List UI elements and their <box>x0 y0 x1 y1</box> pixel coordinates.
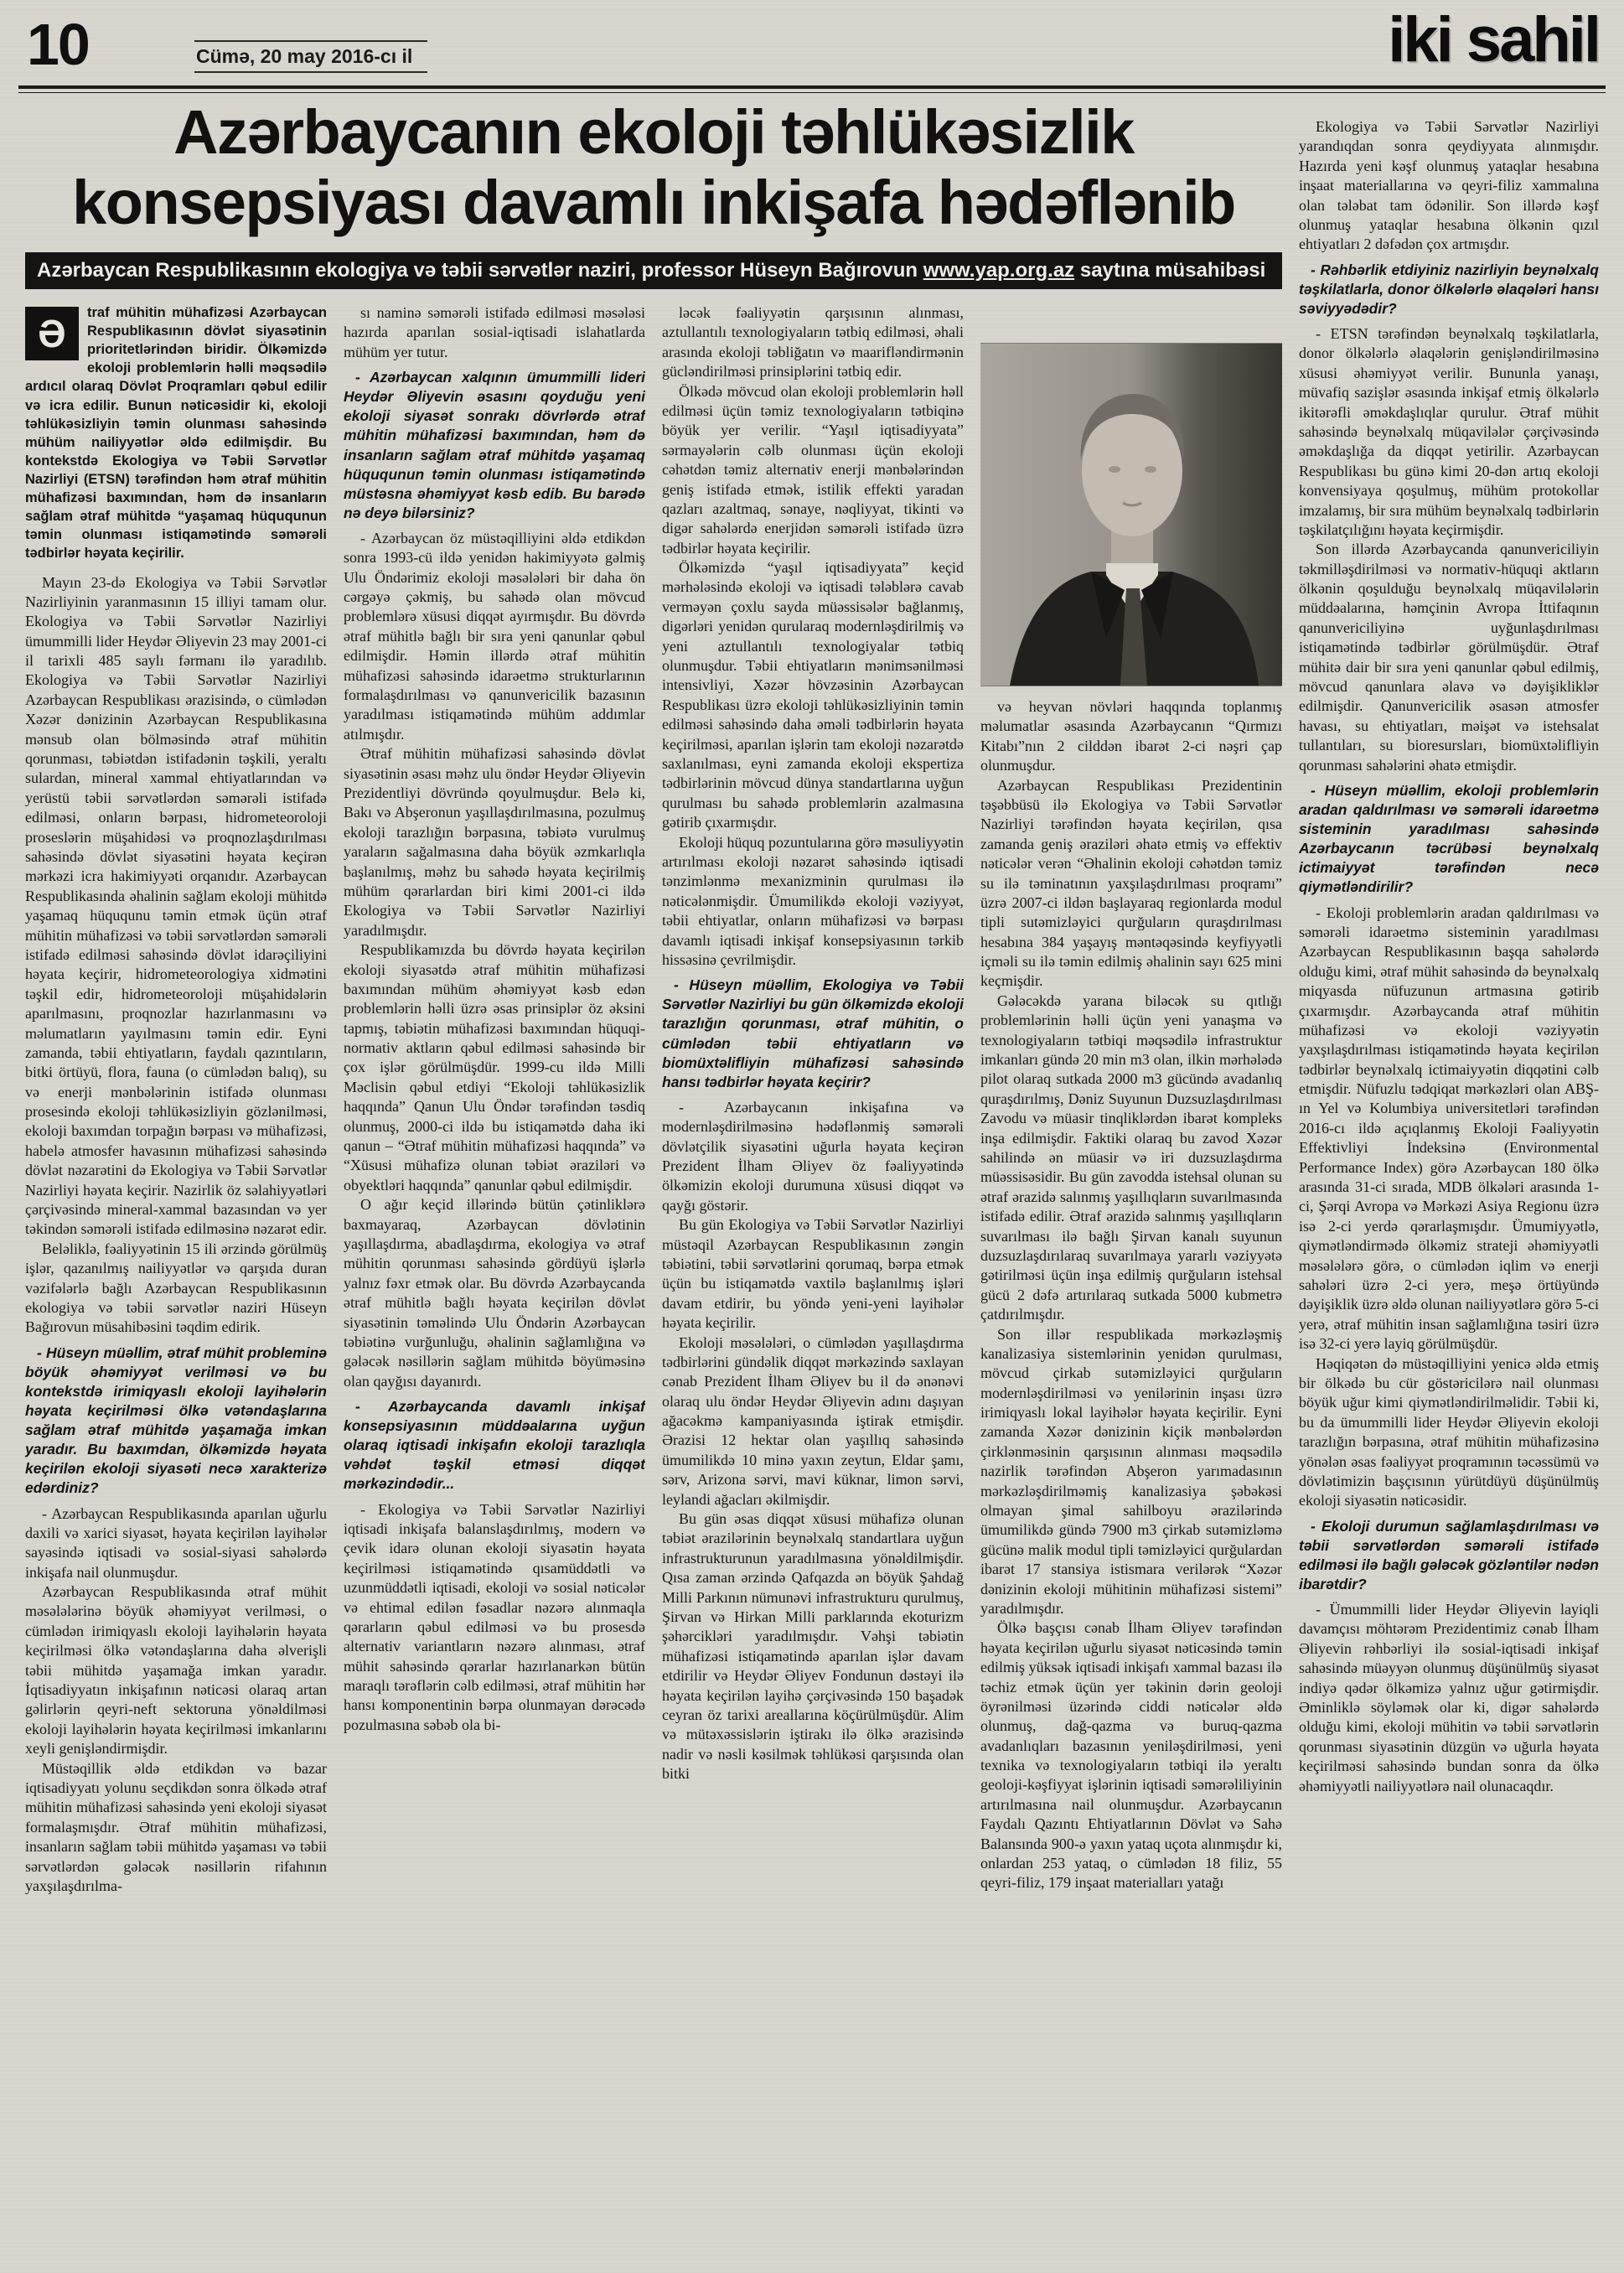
interview-question: - Hüseyn müəllim, Ekologiya və Təbii Sərvətlər Nazirliyi bu gün ölkəmizdə ekoloji tarazlığın qorunması, ətraf mühitin, o cümlədən təbii ehtiyatların və biomüxtəlifliyin mühafizəsi sahəsində hansı tədbirlər həyata keçirir? <box>662 976 964 1090</box>
subheadline-text: Azərbaycan Respublikasının ekologiya və təbii sərvətlər naziri, professor Hüseyn Bağırovun <box>37 259 923 282</box>
newspaper-masthead: iki sahil <box>1388 4 1599 75</box>
minister-portrait-photo <box>980 344 1282 686</box>
body-paragraph: Müstəqillik əldə etdikdən və bazar iqtisadiyyatı yolunu seçdikdən sonra ölkədə ətraf mühitin mühafizəsi sahəsində yeni ekoloji siyasət formalaşmışdır. Ətraf mühitin mühafizəsi, insanların sağlam təbii mühitdə yaşaması və təbii sərvətlərdən gələcək nəsillərin rifahının yaxşılaşdırılma- <box>25 1759 327 1894</box>
body-paragraph: Azərbaycan Respublikası Prezidentinin təşəbbüsü ilə Ekologiya və Təbii Sərvətlər Nazirliyi tərəfindən həyata keçirilən, qısa zamanda geniş əraziləri əhatə etmiş və effektiv nəticələr verən “Əhalinin ekoloji cəhətdən təmiz su ilə təminatının yaxşılaşdırılması proqramı” üzrə 2007-ci ildən başlayaraq regionlarda modul tipli sutəmizləyici qurğuların quraşdırılması hesabına 384 yaşayış məntəqəsində keyfiyyətli içməli su ilə təmin edilmiş əhalinin sayı 625 mini keçmişdir. <box>980 776 1282 990</box>
body-paragraph: - Azərbaycan öz müstəqilliyini əldə etdikdən sonra 1993-cü ildə yenidən hakimiyyətə gəlmiş Ulu Öndərimiz ekoloji məsələləri bir daha ön cərgəyə çəkmiş, bu sahədə olan mövcud problemlərə xüsusi diqqət ayırmışdır. Bu dövrdə ətraf mühitlə bağlı bir sıra yeni qanunlar qəbul edilmişdir. Həmin illərdə ətraf mühitin mühafizəsi sahəsində idarəetmə strukturlarının formalaşdırılması və qanunvericilik bazasının yaradılması istiqamətində mühüm addımlar atılmışdır. <box>344 529 645 743</box>
lead-paragraph <box>25 303 327 563</box>
interview-question: - Rəhbərlik etdiyiniz nazirliyin beynəlxalq təşkilatlarla, donor ölkələrlə əlaqələri hansı səviyyədədir? <box>1299 261 1599 317</box>
interview-question: - Ekoloji durumun sağlamlaşdırılması və təbii sərvətlərdən səmərəli istifadə edilməsi ilə bağlı gələcək gözləntilər nədən ibarətdir? <box>1299 1517 1599 1592</box>
body-paragraph: Ətraf mühitin mühafizəsi sahəsində dövlət siyasətinin əsası məhz ulu öndər Heydər Əliyevin Prezidentliyi dövründə qoyulmuşdur. Belə ki, Bakı və Abşeronun yaşıllaşdırılmasına, pozulmuş ekoloji tarazlığın bərpasına, təbiətə vurulmuş yaraların sağalmasına daha böyük əzmkarlıqla başlanılmış, məhz bu sahədə həyata keçirilmiş mühüm qərarlardan biri kimi 2001-ci ildə Ekologiya və Təbii Sərvətlər Nazirliyi yaradılmışdır. <box>344 745 645 939</box>
body-paragraph: Ekologiya və Təbii Sərvətlər Nazirliyi yarandıqdan sonra qeydiyyata alınmışdır. Hazırda yeni kəşf olunmuş yataqlar hesabına inşaat materiallarına və qeyri-filiz xammalına olan tələbat tam ödənilir. Son illərdə kəşf olunmuş yataqlar hesabına ölkənin qızıl ehtiyatları 2 dəfədən çox artmışdır. <box>1299 118 1599 253</box>
lead-text: traf mühitin mühafizəsi Azərbaycan Respublikasının dövlət siyasətinin prioritetlərindən biridir. Ölkəmizdə ekoloji problemlərin həlli məqsədilə ardıcıl olaraq Dövlət Proqramları qəbul edilir və icra edilir. Bunun nəticəsidir ki, ekoloji təhlükəsizliyin təmin olunması sahəsində mühüm nailiyyətlər əldə edilmişdir. Bu kontekstdə Ekologiya və Təbii Sərvətlər Nazirliyi (ETSN) tərəfindən həm ətraf mühitin mühafizəsi baxımından, həm də insanların sağlam ətraf mühitdə “yaşamaq hüququnun təmin olunması istiqamətində səmərəli tədbirlər həyata keçirilir. <box>25 305 327 562</box>
headline-line-1: Azərbaycanın ekoloji təhlükəsizlik <box>173 97 1134 167</box>
header-rule-thick <box>18 85 1606 89</box>
body-paragraph: Bu gün əsas diqqət xüsusi mühafizə olunan təbiət ərazilərinin beynəlxalq standartlara uyğun infrastrukturunun yaradılmasına yönəldilmişdir. Qısa zaman ərzində Qafqazda ən böyük Şahdağ Milli Parkının nümunəvi infrastrukturu qurulmuş, Şirvan və Hirkan Milli parklarında ekoturizm şəhərcikləri yaradılmışdır. Vəhşi təbiətin mühafizəsi istiqamətində aparılan işlər davam etdirilir və Heydər Əliyev Fondunun dəstəyi ilə həyata keçirilən layihə çərçivəsində 150 başadək ceyran öz tarixi areallarına köçürülmüşdür. Alim və mütəxəssislərin iştirakı ilə ölkə ərazisində nadir və nəsli kəsilmək təhlükəsi qarşısında olan bitki <box>662 1510 964 1783</box>
interview-question: - Hüseyn müəllim, ekoloji problemlərin aradan qaldırılması və səmərəli idarəetmə sisteminin yaradılması sahəsində Azərbaycanın təcrübəsi beynəlxalq ictimaiyyət tərəfindən necə qiymətləndirilir? <box>1299 782 1599 896</box>
body-paragraph: Ekoloji məsələləri, o cümlədən yaşıllaşdırma tədbirlərini gündəlik diqqət mərkəzində saxlayan cənab Prezident İlham Əliyev bu il də ənənəvi olaraq ulu öndər Heydər Əliyevin adını daşıyan ağacəkmə kampaniyasında iştirak etmişdir. Ərazisi 12 hektar olan yaşıllıq sahəsində ümumilikdə 10 minə yaxın zeytun, Eldar şamı, sərv, Arizona sərvi, mavi küknar, limon sərvi, leylandi ağacları əkilmişdir. <box>662 1333 964 1508</box>
body-paragraph: Bu gün Ekologiya və Təbii Sərvətlər Nazirliyi müstəqil Azərbaycan Respublikasının zəngin təbiətini, təbii sərvətlərini qorumaq, bərpa etmək üçün bu istiqamətdə vaxtilə başlanılmış işləri davam etdirir, bu yöndə yeni-yeni layihələr həyata keçirilir. <box>662 1216 964 1332</box>
interview-question: - Azərbaycanda davamlı inkişaf konsepsiyasının müddəalarına uyğun olaraq iqtisadi inkişafın ekoloji tarazlıqla vəhdət təşkil etməsi diqqət mərkəzindədir... <box>344 1398 645 1493</box>
body-paragraph: Azərbaycan Respublikasında ətraf mühit məsələlərinə böyük əhəmiyyət verilməsi, o cümlədən irimiqyaslı ekoloji layihələrin həyata keçirilməsi ölkə vətəndaşlarına daha əlverişli təbii mühitdə yaşamağa imkan yaradır. İqtisadiyyatın inkişafının nəticəsi olaraq artan gəlirlərin qeyri-neft sektoruna yönəldilməsi ekoloji layihələrin həyata keçirilməsi imkanlarını xeyli genişləndirmişdir. <box>25 1583 327 1758</box>
body-paragraph: sı naminə səmərəli istifadə edilməsi məsələsi hazırda aparılan sosial-iqtisadi islahatlarda mühüm yer tutur. <box>344 304 645 360</box>
body-paragraph: Ekoloji hüquq pozuntularına görə məsuliyyətin artırılması ekoloji nəzarət sahəsində iqtisadi tənzimlənmə mexanizminin qurulması ilə nəticələnmişdir. Ümumilikdə ekoloji vəziyyət, təbii ehtiyatlar, onların mühafizəsi və bərpası davamlı iqtisadi inkişaf konsepsiyasının tərkib hissəsinə çevrilmişdir. <box>662 833 964 968</box>
body-paragraph: ləcək fəaliyyətin qarşısının alınması, aztullantılı texnologiyaların tətbiq edilməsi, əhali arasında ekoloji təbliğatın və maarifləndirmənin gücləndirilməsi prinsiplərini tətbiq edir. <box>662 304 964 381</box>
dropcap-letter: Ə <box>25 307 79 360</box>
body-paragraph: - Azərbaycanın inkişafına və modernləşdirilməsinə hədəflənmiş səmərəli dövlətçilik siyasətini uğurla həyata keçirən Prezident İlham Əliyev öz fəaliyyətində ölkəmizin ekoloji durumuna xüsusi diqqət və qayğı göstərir. <box>662 1098 964 1214</box>
body-paragraph: - Ümummilli lider Heydər Əliyevin layiqli davamçısı möhtərəm Prezidentimiz cənab İlham Əliyevin rəhbərliyi ilə sosial-iqtisadi inkişaf sahəsində müəyyən olunmuş düşünülmüş siyasət indiyə qədər ölkəmizə yalnız uğur gətirmişdir. Əminliklə söyləmək olar ki, digər sahələrdə olduğu kimi, ekoloji mühitin və təbii sərvətlərin qorunması siyasətinin düzgün və uğurla həyata keçirilməsi sahəsində bundan sonra da ölkə əhəmiyyətli nailiyyətlərə nail olunacaqdır. <box>1299 1601 1599 1794</box>
body-paragraph: - ETSN tərəfindən beynəlxalq təşkilatlarla, donor ölkələrlə əlaqələrin genişləndirilməsinə xüsusi əhəmiyyət verilir. Bununla yanaşı, müvafiq sazişlər əsasında inkişaf etmiş ölkələrlə ikitərəfli əməkdaşlıqlar qurulur. Ətraf mühit sahəsində beynəlxalq müqavilələr çərçivəsində əməkdaşlığa da diqqət yetirilir. Azərbaycan Respublikası bu günə kimi 20-dən artıq ekoloji konvensiyaya qoşulmuş, mühüm protokollar imzalamış, bir sıra mühüm beynəlxalq tədbirlərin təşkilatçılığını həyata keçirmişdir. <box>1299 325 1599 538</box>
body-paragraph: - Ekologiya və Təbii Sərvətlər Nazirliyi iqtisadi inkişafa balanslaşdırılmış, modern və çevik idarə olunan ekoloji siyasətin həyata keçirilməsi istiqamətində qısamüddətli və uzunmüddətli iqtisadi, ekoloji və sosial nəticələr və ehtimal edilən fəsadlar nəzərə alınmaqla qərarların qəbul edilməsi və bu prosesdə alternativ variantların nəzərə alınması, ətraf mühit sahəsində qərarlar hazırlanarkən bütün maraqlı tərəflərin cəlb edilməsi, ətraf mühitin hər hansı komponentinin bərpa olunmayan dərəcədə pozulmasına səbəb ola bi- <box>344 1500 645 1733</box>
interview-question: - Azərbaycan xalqının ümummilli lideri Heydər Əliyevin əsasını qoyduğu yeni ekoloji siyasət sonrakı dövrlərdə ətraf mühitin mühafizəsi baxımından, həm də insanların sağlam ətraf mühitdə yaşamaq hüququnun təmin olunması istiqamətində müstəsna əhəmiyyət kəsb edib. Bu barədə nə deyə bilərsiniz? <box>344 369 645 521</box>
text-column-1 <box>25 303 327 2258</box>
body-paragraph: Mayın 23-də Ekologiya və Təbii Sərvətlər Nazirliyinin yaranmasının 15 illiyi tamam olur. Ekologiya və Təbii Sərvətlər Nazirliyi ümummilli lider Heydər Əliyevin 23 may 2001-ci il tarixli 485 saylı fərmanı ilə yaradılıb. Ekologiya və Təbii Sərvətlər Nazirliyi Azərbaycan Respublikası ərazisində, o cümlədən Xəzər dənizinin Azərbaycan Respublikasına mənsub olan bölməsində ətraf mühitin qorunması, təbiətdən istifadənin təşkili, yeraltı sulardan, mineral xammal ehtiyatlarından və yerüstü təbii sərvətlərdən səmərəli istifadə edilməsi, onların bərpası, hidrometeoroloji proseslərin müşahidəsi və proqnozlaşdırılması sahəsində dövlət siyasətini həyata keçirən mərkəzi icra hakimiyyəti orqanıdır. Azərbaycan Respublikasında əhalinin sağlam ekoloji mühitdə yaşamaq hüququnu təmin etmək üçün ətraf mühitin mühafizəsi və təbii sərvətlərdən səmərəli istifadə edilməsi sahəsində dövlət idarəçiliyini həyata keçirir, hidrometeorologiya xidmətini təşkil edir, hidrometeoroloji müşahidələrin aparılmasını, proqnozlar hazırlanmasını və məlumatların yayılmasını təmin edir. Eyni zamanda, təbii ehtiyatların, faydalı qazıntıların, bitki örtüyü, flora, fauna (o cümlədən balıq), su və enerji mənbələrinin istifadə olunması prosesində ekoloji təhlükəsizliyin gözlənilməsi, ekoloji baxımdan torpağın bərpası və mühafizəsi, habelə atmosfer havasının mühafizəsi sahəsində dövlət nəzarətini də Ekologiya və Təbii Sərvətlər Nazirliyi həyata keçirir. Nazirlik öz səlahiyyətləri çərçivəsində mineral-xammal bazasından və yer təkindən səmərəli istifadə edilməsinə nəzarət edir. <box>25 573 327 1238</box>
body-paragraph: Beləliklə, fəaliyyətinin 15 ili ərzində görülmüş işlər, qazanılmış nailiyyətlər və qarşıda duran vəzifələrlə bağlı Azərbaycan Respublikasının ekologiya və təbii sərvətlər naziri Hüseyn Bağırovun müsahibəsini təqdim edirik. <box>25 1240 327 1336</box>
body-paragraph: - Azərbaycan Respublikasında aparılan uğurlu daxili və xarici siyasət, həyata keçirilən layihələr sayəsində iqtisadi və sosial-siyasi sahələrdə inkişafa nail olunmuşdur. <box>25 1504 327 1581</box>
body-paragraph: və heyvan növləri haqqında toplanmış məlumatlar əsasında Azərbaycanın “Qırmızı Kitabı”nın 2 cilddən ibarət 2-ci nəşri çap olunmuşdur. <box>980 698 1282 774</box>
body-paragraph: O ağır keçid illərində bütün çətinliklərə baxmayaraq, Azərbaycan dövlətinin yaşıllaşdırma, abadlaşdırma, ekologiya və ətraf mühitin qorunması sahəsində gördüyü işlərlə yalnız fəxr etmək olar. Bu dövrdə Azərbaycanda ətraf mühitlə bağlı həyata keçirilən dövlət siyasətinin təməlində Ulu Öndərin Azərbaycan təbiətinə vurğunluğu, əhalinin sağlamlığına və gələcək nəsillərin sağlam mühitdə böyüməsinə olan qayğısı dayanırdı. <box>344 1196 645 1390</box>
body-paragraph: Son illərdə Azərbaycanda qanunvericiliyin təkmilləşdirilməsi və normativ-hüquqi aktların ölkənin qoşulduğu beynəlxalq müqavilələrin müddəalarına, həmçinin Avropa İttifaqının qanunvericiliyinə uyğunlaşdırılması istiqamətində tədbirlər görülmüşdür. Ətraf mühitə dair bir sıra yeni qanunlar qəbul edilmiş, mövcud qanunlara əlavə və dəyişikliklər edilmişdir. Qanunvericilik əsasən atmosfer havası, su ehtiyatları, məişət və istehsalat tullantıları, su bioresursları, biomüxtəlifliyin qorunması sahələrini əhatə etmişdir. <box>1299 541 1599 774</box>
body-paragraph: Həqiqətən də müstəqilliyini yenicə əldə etmiş bir ölkədə bu cür göstəricilərə nail olunması böyük uğur kimi qiymətləndirilməlidir. Təbii ki, bu da ümummilli lider Heydər Əliyevin ekoloji tarazlığın bərpasına, ətraf mühitin mühafizəsinə yönələn əsas fəaliyyət proqramının təcəssümü və dövlətimizin başçısının yürütdüyü düşünülmüş ekoloji siyasətin nəticəsidir. <box>1299 1354 1599 1509</box>
body-paragraph: Ölkə başçısı cənab İlham Əliyev tərəfindən həyata keçirilən uğurlu siyasət nəticəsində təmin edilmiş yüksək iqtisadi inkişafı xammal bazası ilə təchiz etmək üçün yer təkinin dərin geoloji öyrənilməsi üzərində ciddi nəticələr əldə olunmuş, dağ-qazma və buruq-qazma avadanlıqları bazasının yeniləşdirilməsi, yeni texnika və texnologiyaların tətbiqi ilə yeraltı geoloji-kəşfiyyat işlərinin iqtisadi səmərəliliyinin artırılmasına nail olunmuşdur. Azərbaycanın Faydalı Qazıntı Ehtiyatlarının Dövlət və Sahə Balansında 900-ə yaxın yataq uçota alınmışdır ki, onlardan 253 yataq, o cümlədən 18 filiz, 55 qeyri-filiz, 179 inşaat materialları yatağı <box>980 1619 1282 1892</box>
body-paragraph: Gələcəkdə yarana biləcək su qıtlığı problemlərinin həlli üçün yeni yanaşma və texnologiyaların tətbiqi məqsədilə infrastruktur imkanları gündə 20 min m3 olan, ilkin mərhələdə pilot olaraq sutkada 2000 m3 gücündə avadanlıq quraşdırılmış, Dəniz Suyunun Duzsuzlaşdırılması Zavodu və müasir tinqliklərdən ibarət kompleks inşa edilmişdir. Faktiki olaraq bu zavod Xəzər sahilində ən müasir və iri duzsuzlaşdırma müəssisəsidir. Bu gün zavodda istehsal olunan su ətraf ərazidə salınmış yaşıllıqların suvarılmasında istifadə edilir. Ətraf ərazidə salınmış yaşıllıqların suvarılması ilə bağlı Şirvan kanalı suyunun duzsuzlaşdırılaraq suvarılmaya yararlı vəziyyətə gətirilməsi üçün inşa edilmiş qurğuların istehsal gücü 2 dəfə artırılaraq sutkada 5000 kubmetrə çatdırılmışdır. <box>980 992 1282 1323</box>
header-rule-thin <box>18 92 1606 93</box>
headline-line-2: konsepsiyası davamlı inkişafa hədəflənib <box>72 168 1235 237</box>
issue-date: Cümə, 20 may 2016-cı il <box>194 40 427 73</box>
page-number: 10 <box>27 12 89 77</box>
body-paragraph: Ölkədə mövcud olan ekoloji problemlərin həll edilməsi üçün təmiz texnologiyaların tətbiqinə böyük yer verilir. “Yaşıl iqtisadiyyata” sərmayələrin cəlb olunması üçün ekoloji cəhətdən təmiz alternativ enerji mənbələrindən geniş istifadə etmək, istilik effekti yaradan qazları azaltmaq, sənaye, nəqliyyat, tikinti və digər sahələrdə enerjidən səmərəli istifadə üzrə tədbirlər həyata keçirilir. <box>662 382 964 557</box>
article-subheadline <box>25 252 1282 289</box>
subheadline-url-link[interactable]: www.yap.org.az <box>923 259 1075 282</box>
body-paragraph: Respublikamızda bu dövrdə həyata keçirilən ekoloji siyasətdə ətraf mühitin mühafizəsi baxımından mühüm əhəmiyyət kəsb edən problemlərin həlli üzrə əsas prinsiplər öz əksini tapmış, təbiətin mühafizəsi baxımından hüquqi-normativ aktların qəbul edilməsi sahəsində bir çox işlər görülmüşdür. 1999-cu ildə Milli Məclisin qəbul etdiyi “Ekoloji təhlükəsizlik haqqında” Qanun Ulu Öndər tərəfindən təsdiq olunmuş, 2000-ci ildə bu istiqamətdə daha iki qanun – “Ətraf mühitin mühafizəsi haqqında” və “Xüsusi mühafizə olunan təbiət əraziləri və obyektləri haqqında” qanunlar qəbul edilmişdir. <box>344 941 645 1193</box>
text-column-3 <box>662 303 964 2258</box>
body-paragraph: Son illər respublikada mərkəzləşmiş kanalizasiya sistemlərinin yenidən qurulması, mövcud çirkab sutəmizləyici qurğuların modernləşdirilməsi və yenilərinin inşası üzrə irimiqyaslı lokal layihələr həyata keçirilir. Eyni zamanda Xəzər dənizinin kiçik mənbələrdən çirklənməsinin qarşısının alınması məqsədilə nazirlik tərəfindən Abşeron yarımadasının mərkəzləşdirilməmiş kanalizasiya şəbəkəsi olmayan şimal sahilboyu ərazilərində ümumilikdə gündə 7900 m3 çirkab sutəmizləmə gücünə malik modul tipli təmizləyici qurğulardan ibarət 17 stansiya istismara verilərək “Xəzər dənizinin ekoloji mühitinin mühafizəsi sistemi” yaradılmışdır. <box>980 1325 1282 1617</box>
subheadline-tail: saytına müsahibəsi <box>1074 259 1266 282</box>
article-headline <box>25 97 1282 238</box>
body-paragraph: Ölkəmizdə “yaşıl iqtisadiyyata” keçid mərhələsində ekoloji və iqtisadi tələblərə cavab verməyən çoxlu sayda müəssisələr bağlanmış, digərləri yenidən qurularaq modernləşdirilmiş və yeni aztullantılı texnologiyalar tətbiq olunmuşdur. Təbii ehtiyatların mənimsənilməsi intensivliyi, Xəzər hövzəsinin Azərbaycan Respublikası üzrə ekoloji təhlükəsizliyinin təmin edilməsi sahəsində daha əməli tədbirlərin həyata keçirilməsi, aparılan işlərin tam ekoloji nəzarətdə saxlanılması, eyni zamanda ekoloji ekspertiza tədbirlərinin mövcud dünya standartlarına uyğun qurulması bu sahədə problemlərin azalmasına gətirib çıxarmışdır. <box>662 559 964 831</box>
text-column-5 <box>1299 117 1599 2260</box>
text-column-4 <box>980 303 1282 2258</box>
interview-question: - Hüseyn müəllim, ətraf mühit probleminə böyük əhəmiyyət verilməsi və bu kontekstdə irimiqyaslı ekoloji layihələrin həyata keçirilməsi ölkə vətəndaşlarına sağlam ətraf mühitdə yaşamağa imkan yaradır. Bu baxımdan, ölkəmizdə həyata keçirilən ekoloji siyasəti necə xarakterizə edərdiniz? <box>25 1344 327 1497</box>
text-column-2 <box>344 303 645 2258</box>
body-paragraph: - Ekoloji problemlərin aradan qaldırılması və səmərəli idarəetmə sisteminin yaradılması Azərbaycan Respublikasının başqa sahələrdə olduğu kimi, ətraf mühit sahəsində də beynəlxalq miqyasda nüfuzunun artmasına gətirib çıxarmışdır. Azərbaycanda ətraf mühitin mühafizəsi və ekoloji vəziyyətin yaxşılaşdırılması istiqamətində həyata keçirilən tədbirlər beynəlxalq ictimaiyyətin diqqətini cəlb etmişdir. Nüfuzlu tədqiqat mərkəzləri olan ABŞ-ın Yel və Kolumbiya universitetləri tərəfindən 2016-cı ildə açıqlanmış Ekoloji Fəaliyyətin Effektivliyi İndeksinə (Environmental Performance Index) görə Azərbaycan 180 ölkə arasında 31-ci sırada, MDB ölkələri arasında 1-ci, Şərqi Avropa və Mərkəzi Asiya Regionu üzrə isə 2-ci yerdə qərarlaşmışdır. Ümumiyyətlə, qiymətləndirmədə ölkəmiz strateji əhəmiyyətli məsələlərə görə, o cümlədən iqlim və enerji sahələri üzrə 2-ci yerə, meşə örtüyündə dəyişiklik üzrə əldə olunan nailiyyətlərə görə 5-ci yerə, ətraf mühitin insan sağlamlığına təsiri üzrə isə 32-ci yerə layiq görülmüşdür. <box>1299 904 1599 1353</box>
